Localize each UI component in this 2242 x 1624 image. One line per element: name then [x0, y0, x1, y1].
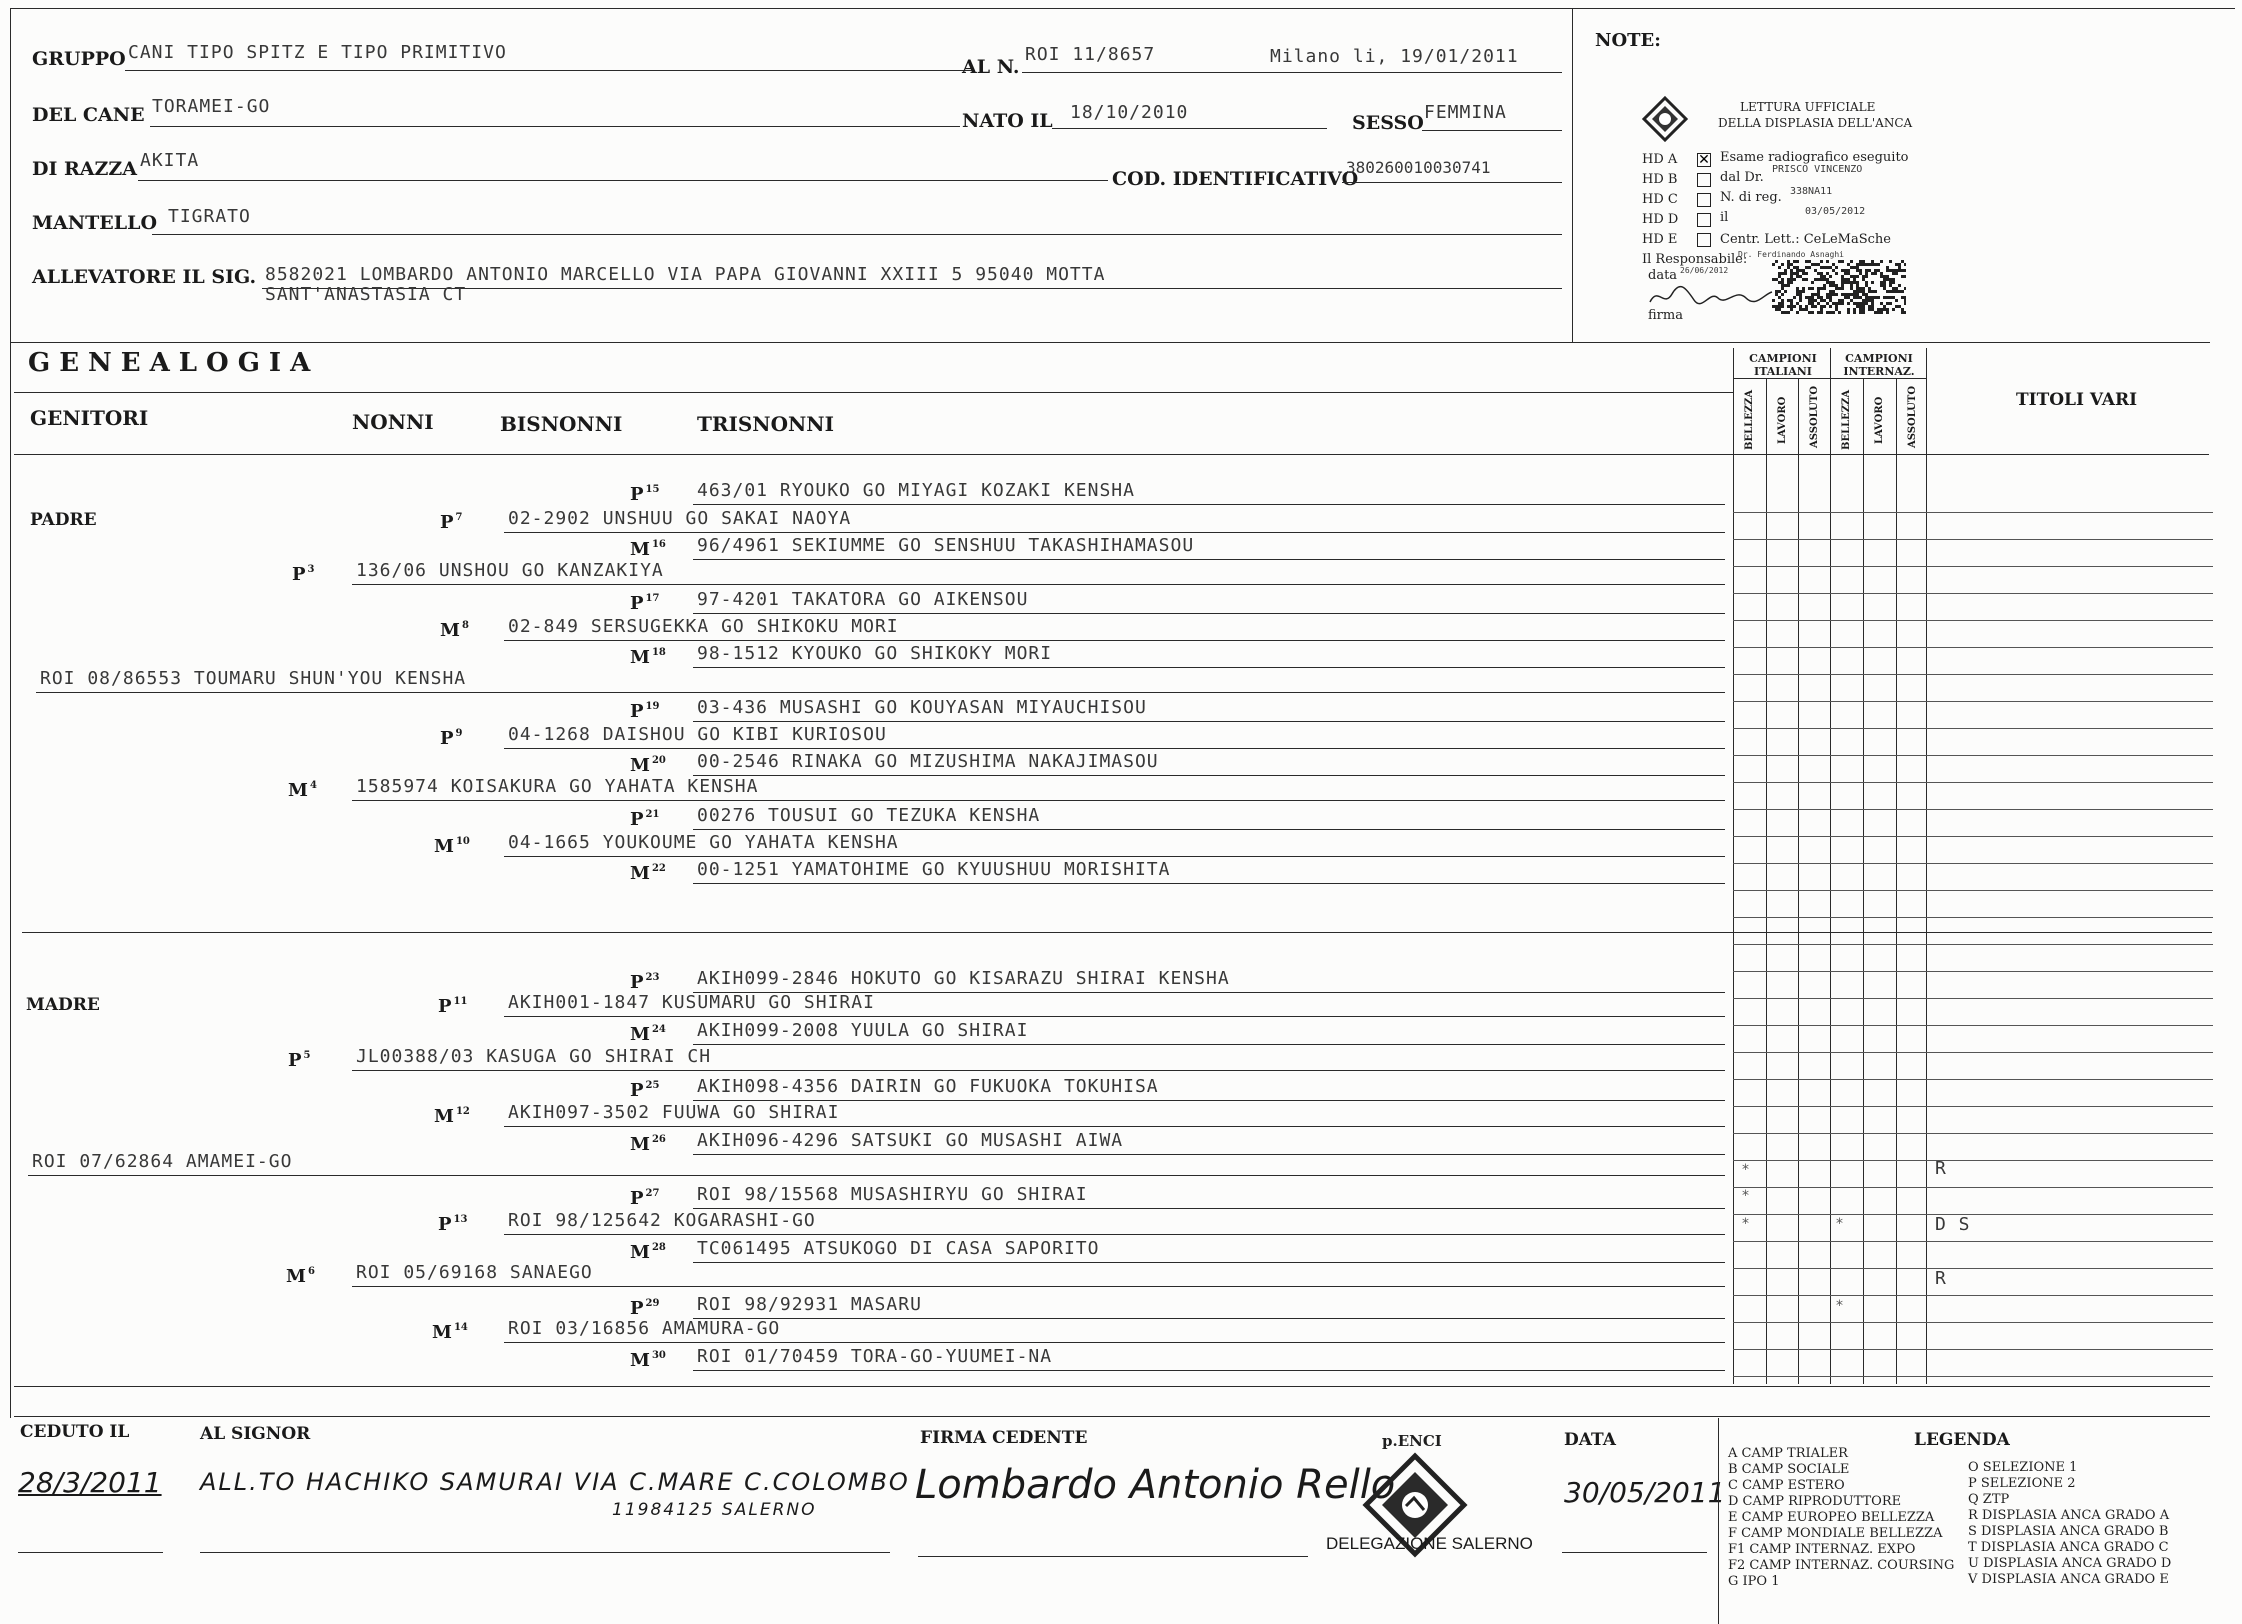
legend-item: E CAMP EUROPEO BELLEZZA — [1728, 1510, 1935, 1525]
n-reg-label: N. di reg. — [1720, 190, 1782, 205]
grid-row-rule — [1733, 1106, 2213, 1107]
sire-marker-p9 — [440, 728, 463, 749]
il-value: 03/05/2012 — [1805, 206, 1866, 217]
ancestor-underline — [504, 856, 1725, 857]
ancestor-p25: AKIH098-4356 DAIRIN GO FUKUOKA TOKUHISA — [697, 1076, 1159, 1097]
dam-marker-m8 — [440, 620, 469, 641]
marker-letter: M — [630, 1134, 650, 1155]
dam-marker-m4 — [288, 780, 317, 801]
dam-marker-m12 — [434, 1106, 470, 1127]
grid-row-rule — [1733, 1079, 2213, 1080]
marker-letter: M — [440, 620, 460, 641]
mark-star: * — [1742, 1216, 1749, 1232]
grid-row-rule — [1733, 917, 2213, 918]
ancestor-m26: AKIH096-4296 SATSUKI GO MUSASHI AIWA — [697, 1130, 1124, 1151]
gruppo-value: CANI TIPO SPITZ E TIPO PRIMITIVO — [128, 42, 507, 63]
grid-row-rule — [1733, 836, 2213, 837]
grid-row-rule — [1733, 944, 2213, 945]
ancestor-underline — [504, 1342, 1725, 1343]
firma-cedente-label: FIRMA CEDENTE — [920, 1428, 1088, 1448]
ceduto-date: 28/3/2011 — [18, 1466, 162, 1499]
grid-row-rule — [1733, 539, 2213, 540]
legend-item: F2 CAMP INTERNAZ. COURSING — [1728, 1558, 1955, 1573]
mantello-label: MANTELLO — [32, 212, 158, 234]
marker-letter: M — [288, 780, 308, 801]
n-reg-value: 338NA11 — [1790, 186, 1833, 197]
grid-row-rule — [1733, 566, 2213, 567]
marker-letter: P — [630, 809, 644, 830]
marker-number: 11 — [453, 996, 468, 1007]
marker-letter: P — [630, 701, 644, 722]
titoli-r-1: R — [1935, 1158, 1947, 1179]
ancestor-underline — [504, 1016, 1725, 1017]
dam-marker-m20 — [630, 755, 666, 776]
grid-row-rule — [1733, 755, 2213, 756]
marker-number: 21 — [645, 809, 660, 820]
marker-letter: M — [630, 1024, 650, 1045]
marker-letter: P — [440, 512, 454, 533]
marker-number: 10 — [455, 836, 470, 847]
cod-label: COD. IDENTIFICATIVO — [1112, 168, 1359, 190]
grid-row-rule — [1733, 1349, 2213, 1350]
ancestor-underline — [693, 559, 1725, 560]
ceduto-label: CEDUTO IL — [20, 1422, 130, 1442]
ancestor-p17: 97-4201 TAKATORA GO AIKENSOU — [697, 589, 1029, 610]
sire-marker-p23 — [630, 972, 659, 993]
marker-number: 30 — [651, 1350, 666, 1361]
hd-b-label: HD B — [1642, 172, 1678, 187]
dam-marker-m22 — [630, 863, 666, 884]
dam-marker-m10 — [434, 836, 470, 857]
grid-row-rule — [1733, 998, 2213, 999]
hd-d-checkbox — [1697, 213, 1711, 227]
marker-number: 19 — [645, 701, 660, 712]
sire-marker-p7 — [440, 512, 463, 533]
ancestor-p9: 04-1268 DAISHOU GO KIBI KURIOSOU — [508, 724, 887, 745]
marker-letter: M — [630, 647, 650, 668]
ancestor-m8: 02-849 SERSUGEKKA GO SHIKOKU MORI — [508, 616, 899, 637]
frame-left — [10, 8, 11, 1418]
marker-letter: P — [630, 1298, 644, 1319]
marker-number: 3 — [307, 564, 315, 575]
marker-letter: M — [434, 836, 454, 857]
coat-value: TIGRATO — [168, 206, 251, 227]
gruppo-label: GRUPPO — [32, 48, 126, 70]
marker-number: 15 — [645, 484, 660, 495]
sire-marker-p25 — [630, 1080, 659, 1101]
grid-row-rule — [1733, 1295, 2213, 1296]
marker-letter: P — [630, 484, 644, 505]
marker-letter: M — [630, 863, 650, 884]
grid-row-rule — [1733, 782, 2213, 783]
ancestor-m28: TC061495 ATSUKOGO DI CASA SAPORITO — [697, 1238, 1100, 1259]
legend-item: V DISPLASIA ANCA GRADO E — [1968, 1572, 2169, 1587]
centr-text: Centr. Lett.: CeLeMaSche — [1720, 232, 1891, 247]
esame-text: Esame radiografico eseguito — [1720, 150, 1909, 165]
footer-top-rule — [14, 1416, 2210, 1417]
data-value: 26/06/2012 — [1680, 266, 1729, 275]
ancestor-underline — [693, 1044, 1725, 1045]
ancestor-p5: JL00388/03 KASUGA GO SHIRAI CH — [356, 1046, 712, 1067]
ancestor-underline — [504, 640, 1725, 641]
note-label: NOTE: — [1595, 30, 1661, 51]
marker-letter: P — [440, 728, 454, 749]
dam-marker-m16 — [630, 539, 666, 560]
ancestor-m10: 04-1665 YOUKOUME GO YAHATA KENSHA — [508, 832, 899, 853]
legend-item: A CAMP TRIALER — [1728, 1446, 1848, 1461]
int-assoluto-header: ASSOLUTO — [1907, 385, 1918, 448]
marker-number: 17 — [645, 593, 660, 604]
ancestor-underline — [693, 1370, 1725, 1371]
marker-number: 27 — [645, 1188, 660, 1199]
ancestor-underline — [504, 1126, 1725, 1127]
col-trisnonni: TRISNONNI — [697, 412, 834, 436]
marker-letter: P — [438, 996, 452, 1017]
ancestor-p7: 02-2902 UNSHUU GO SAKAI NAOYA — [508, 508, 852, 529]
marker-letter: P — [438, 1214, 452, 1235]
ancestor-underline — [693, 775, 1725, 776]
marker-number: 26 — [651, 1134, 666, 1145]
campioni-internaz-header: CAMPIONI INTERNAZ. — [1843, 352, 1915, 378]
marker-letter: M — [434, 1106, 454, 1127]
mark-star: * — [1742, 1162, 1749, 1178]
marker-number: 4 — [309, 780, 317, 791]
legend-item: D CAMP RIPRODUTTORE — [1728, 1494, 1902, 1509]
grid-row-rule — [1733, 1376, 2213, 1377]
ancestor-p15: 463/01 RYOUKO GO MIYAGI KOZAKI KENSHA — [697, 480, 1135, 501]
frame-top — [10, 8, 2235, 9]
grid-row-rule — [1733, 1268, 2213, 1269]
legend-item: O SELEZIONE 1 — [1968, 1460, 2078, 1475]
marker-number: 22 — [651, 863, 666, 874]
marker-number: 5 — [303, 1050, 311, 1061]
legend-item: U DISPLASIA ANCA GRADO D — [1968, 1556, 2172, 1571]
il-label: il — [1720, 210, 1729, 225]
marker-number: 24 — [651, 1024, 666, 1035]
sire-marker-p3 — [292, 564, 315, 585]
hd-a-checkbox-checked: ✕ — [1698, 152, 1710, 168]
stamp-title-2: DELLA DISPLASIA DELL'ANCA — [1718, 116, 1913, 130]
ancestor-madre: ROI 07/62864 AMAMEI-GO — [32, 1151, 293, 1172]
ancestor-m14: ROI 03/16856 AMAMURA-GO — [508, 1318, 781, 1339]
legend-item: B CAMP SOCIALE — [1728, 1462, 1850, 1477]
marker-number: 9 — [455, 728, 463, 739]
marker-letter: M — [630, 539, 650, 560]
ancestor-underline — [693, 504, 1725, 505]
genealogy-bottom-rule — [14, 1386, 2210, 1387]
marker-letter: M — [432, 1322, 452, 1343]
ancestor-m12: AKIH097-3502 FUUWA GO SHIRAI — [508, 1102, 840, 1123]
ancestor-underline — [693, 1154, 1725, 1155]
hd-e-label: HD E — [1642, 232, 1678, 247]
marker-letter: P — [630, 972, 644, 993]
grid-row-rule — [1733, 971, 2213, 972]
ancestor-underline — [693, 721, 1725, 722]
sire-marker-p19 — [630, 701, 659, 722]
legend-item: C CAMP ESTERO — [1728, 1478, 1845, 1493]
marker-number: 29 — [645, 1298, 660, 1309]
ancestor-m4: 1585974 KOISAKURA GO YAHATA KENSHA — [356, 776, 759, 797]
ancestor-m6: ROI 05/69168 SANAEGO — [356, 1262, 593, 1283]
firma-label: firma — [1648, 308, 1683, 323]
genealogia-title: GENEALOGIA — [28, 348, 320, 378]
dam-marker-m14 — [432, 1322, 468, 1343]
marker-number: 14 — [453, 1322, 468, 1333]
al-n-label: AL N. — [962, 56, 1020, 78]
col-genitori: GENITORI — [30, 406, 149, 430]
ancestor-underline — [693, 829, 1725, 830]
padre-label: PADRE — [30, 510, 97, 530]
dam-marker-m30 — [630, 1350, 666, 1371]
it-lavoro-header: LAVORO — [1777, 396, 1788, 444]
sire-marker-p5 — [288, 1050, 311, 1071]
legend-item: S DISPLASIA ANCA GRADO B — [1968, 1524, 2169, 1539]
ancestor-m20: 00-2546 RINAKA GO MIZUSHIMA NAKAJIMASOU — [697, 751, 1159, 772]
ancestor-p27: ROI 98/15568 MUSASHIRYU GO SHIRAI — [697, 1184, 1088, 1205]
marker-number: 13 — [453, 1214, 468, 1225]
marker-number: 18 — [651, 647, 666, 658]
ancestor-underline — [693, 1208, 1725, 1209]
data-footer-label: DATA — [1564, 1430, 1616, 1450]
sire-marker-p15 — [630, 484, 659, 505]
al-n-value: ROI 11/8657 — [1025, 44, 1156, 65]
legend-item: Q ZTP — [1968, 1492, 2010, 1507]
grid-row-rule — [1733, 1133, 2213, 1134]
marker-letter: P — [630, 593, 644, 614]
marker-letter: M — [286, 1266, 306, 1287]
it-assoluto-header: ASSOLUTO — [1809, 385, 1820, 448]
grid-row-rule — [1733, 890, 2213, 891]
al-signor-label: AL SIGNOR — [200, 1424, 311, 1444]
breed-value: AKITA — [140, 150, 200, 171]
enci-logo-icon — [1642, 96, 1688, 142]
sire-marker-p13 — [438, 1214, 467, 1235]
issue-date: Milano li, 19/01/2011 — [1270, 46, 1519, 67]
mark-star: * — [1836, 1298, 1843, 1314]
seller-signature: Lombardo Antonio Rello — [915, 1462, 1396, 1508]
buyer-line-1: ALL.TO HACHIKO SAMURAI VIA C.MARE C.COLOMBO — [200, 1468, 910, 1496]
ancestor-p29: ROI 98/92931 MASARU — [697, 1294, 922, 1315]
delegazione-text: DELEGAZIONE SALERNO — [1326, 1534, 1533, 1553]
marker-letter: P — [630, 1188, 644, 1209]
nato-label: NATO IL — [962, 110, 1053, 132]
dam-marker-m28 — [630, 1242, 666, 1263]
legend-item: G IPO 1 — [1728, 1574, 1780, 1589]
responsabile-label: Il Responsabile: — [1642, 252, 1748, 267]
legend-item: R DISPLASIA ANCA GRADO A — [1968, 1508, 2170, 1523]
birth-date: 18/10/2010 — [1070, 102, 1189, 123]
marker-letter: M — [630, 1242, 650, 1263]
legenda-title: LEGENDA — [1914, 1430, 2010, 1450]
madre-label: MADRE — [26, 995, 100, 1015]
sire-marker-p27 — [630, 1188, 659, 1209]
col-bisnonni: BISNONNI — [500, 412, 623, 436]
sire-marker-p29 — [630, 1298, 659, 1319]
legend-right-list — [1968, 1460, 2171, 1588]
dog-name: TORAMEI-GO — [152, 96, 271, 117]
note-divider — [1572, 8, 1573, 343]
grid-row-rule — [1733, 1025, 2213, 1026]
ancestor-underline — [352, 800, 1725, 801]
doctor-name: PRISCO VINCENZO — [1772, 164, 1863, 175]
transfer-date: 30/05/2011 — [1564, 1476, 1726, 1509]
responsabile-name: Dr. Ferdinando Asnaghi — [1738, 250, 1844, 259]
ancestor-underline — [36, 692, 1725, 693]
mark-star: * — [1742, 1188, 1749, 1204]
sesso-label: SESSO — [1352, 112, 1424, 134]
hd-a-label: HD A — [1642, 152, 1678, 167]
qr-barcode-icon — [1772, 260, 1906, 314]
ancestor-padre: ROI 08/86553 TOUMARU SHUN'YOU KENSHA — [40, 668, 467, 689]
ancestor-m24: AKIH099-2008 YUULA GO SHIRAI — [697, 1020, 1029, 1041]
grid-row-rule — [1733, 863, 2213, 864]
grid-row-rule — [1733, 674, 2213, 675]
grid-row-rule — [1733, 1214, 2213, 1215]
sire-marker-p17 — [630, 593, 659, 614]
grid-row-rule — [1733, 620, 2213, 621]
dal-dr-label: dal Dr. — [1720, 170, 1764, 185]
responsabile-signature-icon — [1646, 282, 1776, 310]
ancestor-p21: 00276 TOUSUI GO TEZUKA KENSHA — [697, 805, 1041, 826]
ancestor-m18: 98-1512 KYOUKO GO SHIKOKY MORI — [697, 643, 1053, 664]
legend-item: P SELEZIONE 2 — [1968, 1476, 2076, 1491]
ancestor-m16: 96/4961 SEKIUMME GO SENSHUU TAKASHIHAMASOU — [697, 535, 1195, 556]
int-lavoro-header: LAVORO — [1874, 396, 1885, 444]
grid-row-rule — [1733, 728, 2213, 729]
legend-item: F CAMP MONDIALE BELLEZZA — [1728, 1526, 1943, 1541]
padre-madre-divider — [22, 932, 2212, 933]
grid-row-rule — [1733, 593, 2213, 594]
breeder-line-2: SANT'ANASTASIA CT — [265, 284, 467, 305]
header-bottom-rule — [10, 342, 2210, 343]
marker-number: 12 — [455, 1106, 470, 1117]
ancestor-m22: 00-1251 YAMATOHIME GO KYUUSHUU MORISHITA — [697, 859, 1171, 880]
grid-row-rule — [1733, 1322, 2213, 1323]
ancestor-underline — [693, 1262, 1725, 1263]
marker-number: 25 — [645, 1080, 660, 1091]
mark-star: * — [1836, 1216, 1843, 1232]
marker-number: 23 — [645, 972, 660, 983]
titoli-r-2: R — [1935, 1268, 1947, 1289]
grid-row-rule — [1733, 1187, 2213, 1188]
marker-number: 20 — [651, 755, 666, 766]
grid-row-rule — [1733, 809, 2213, 810]
titoli-vari-header: TITOLI VARI — [2016, 390, 2138, 410]
ancestor-underline — [693, 613, 1725, 614]
legend-left-list — [1728, 1446, 1954, 1590]
marker-number: 8 — [461, 620, 469, 631]
ancestor-m30: ROI 01/70459 TORA-GO-YUUMEI-NA — [697, 1346, 1053, 1367]
dam-marker-m24 — [630, 1024, 666, 1045]
marker-number: 7 — [455, 512, 463, 523]
grid-row-rule — [1733, 1160, 2213, 1161]
ancestor-underline — [352, 584, 1725, 585]
grid-row-rule — [1733, 1052, 2213, 1053]
ancestor-underline — [693, 883, 1725, 884]
del-cane-label: DEL CANE — [32, 104, 145, 126]
ancestor-underline — [504, 748, 1725, 749]
marker-letter: P — [288, 1050, 302, 1071]
marker-number: 6 — [307, 1266, 315, 1277]
dam-marker-m6 — [286, 1266, 315, 1287]
id-code: 380260010030741 — [1346, 158, 1491, 177]
razza-label: DI RAZZA — [32, 158, 137, 180]
hd-e-checkbox — [1697, 233, 1711, 247]
ancestor-underline — [504, 1234, 1725, 1235]
data-label: data — [1648, 268, 1678, 283]
marker-letter: P — [292, 564, 306, 585]
breeder-line-1: 8582021 LOMBARDO ANTONIO MARCELLO VIA PAPA GIOVANNI XXIII 5 95040 MOTTA — [265, 264, 1106, 285]
dam-marker-m26 — [630, 1134, 666, 1155]
marker-number: 16 — [651, 539, 666, 550]
legend-item: F1 CAMP INTERNAZ. EXPO — [1728, 1542, 1916, 1557]
int-bellezza-header: BELLEZZA — [1841, 389, 1852, 450]
grid-row-rule — [1733, 647, 2213, 648]
stamp-title-1: LETTURA UFFICIALE — [1740, 100, 1876, 114]
ancestor-p19: 03-436 MUSASHI GO KOUYASAN MIYAUCHISOU — [697, 697, 1147, 718]
sex-value: FEMMINA — [1424, 102, 1507, 123]
titoli-ds: D S — [1935, 1214, 1971, 1235]
hd-d-label: HD D — [1642, 212, 1679, 227]
campioni-italiani-header: CAMPIONI ITALIANI — [1749, 352, 1817, 378]
marker-letter: M — [630, 1350, 650, 1371]
grid-row-rule — [1733, 1241, 2213, 1242]
ancestor-p3: 136/06 UNSHOU GO KANZAKIYA — [356, 560, 664, 581]
allevatore-label: ALLEVATORE IL SIG. — [32, 266, 257, 288]
sire-marker-p11 — [438, 996, 467, 1017]
ancestor-underline — [352, 1286, 1725, 1287]
ancestor-p23: AKIH099-2846 HOKUTO GO KISARAZU SHIRAI KENSHA — [697, 968, 1230, 989]
enci-label: p.ENCI — [1382, 1432, 1442, 1450]
marker-letter: M — [630, 755, 650, 776]
sire-marker-p21 — [630, 809, 659, 830]
ancestor-underline — [352, 1070, 1725, 1071]
ancestor-p11: AKIH001-1847 KUSUMARU GO SHIRAI — [508, 992, 875, 1013]
ancestor-p13: ROI 98/125642 KOGARASHI-GO — [508, 1210, 816, 1231]
ancestor-underline — [693, 667, 1725, 668]
buyer-line-2: 11984125 SALERNO — [612, 1500, 817, 1520]
col-nonni: NONNI — [352, 410, 434, 434]
grid-row-rule — [1733, 512, 2213, 513]
it-bellezza-header: BELLEZZA — [1744, 389, 1755, 450]
ancestor-underline — [693, 1318, 1725, 1319]
legend-item: T DISPLASIA ANCA GRADO C — [1968, 1540, 2169, 1555]
ancestor-underline — [504, 532, 1725, 533]
hd-b-checkbox — [1697, 173, 1711, 187]
hd-c-checkbox — [1697, 193, 1711, 207]
marker-number: 28 — [651, 1242, 666, 1253]
ancestor-underline — [28, 1175, 1725, 1176]
marker-letter: P — [630, 1080, 644, 1101]
grid-row-rule — [1733, 701, 2213, 702]
ancestor-underline — [693, 1100, 1725, 1101]
dam-marker-m18 — [630, 647, 666, 668]
hd-c-label: HD C — [1642, 192, 1678, 207]
